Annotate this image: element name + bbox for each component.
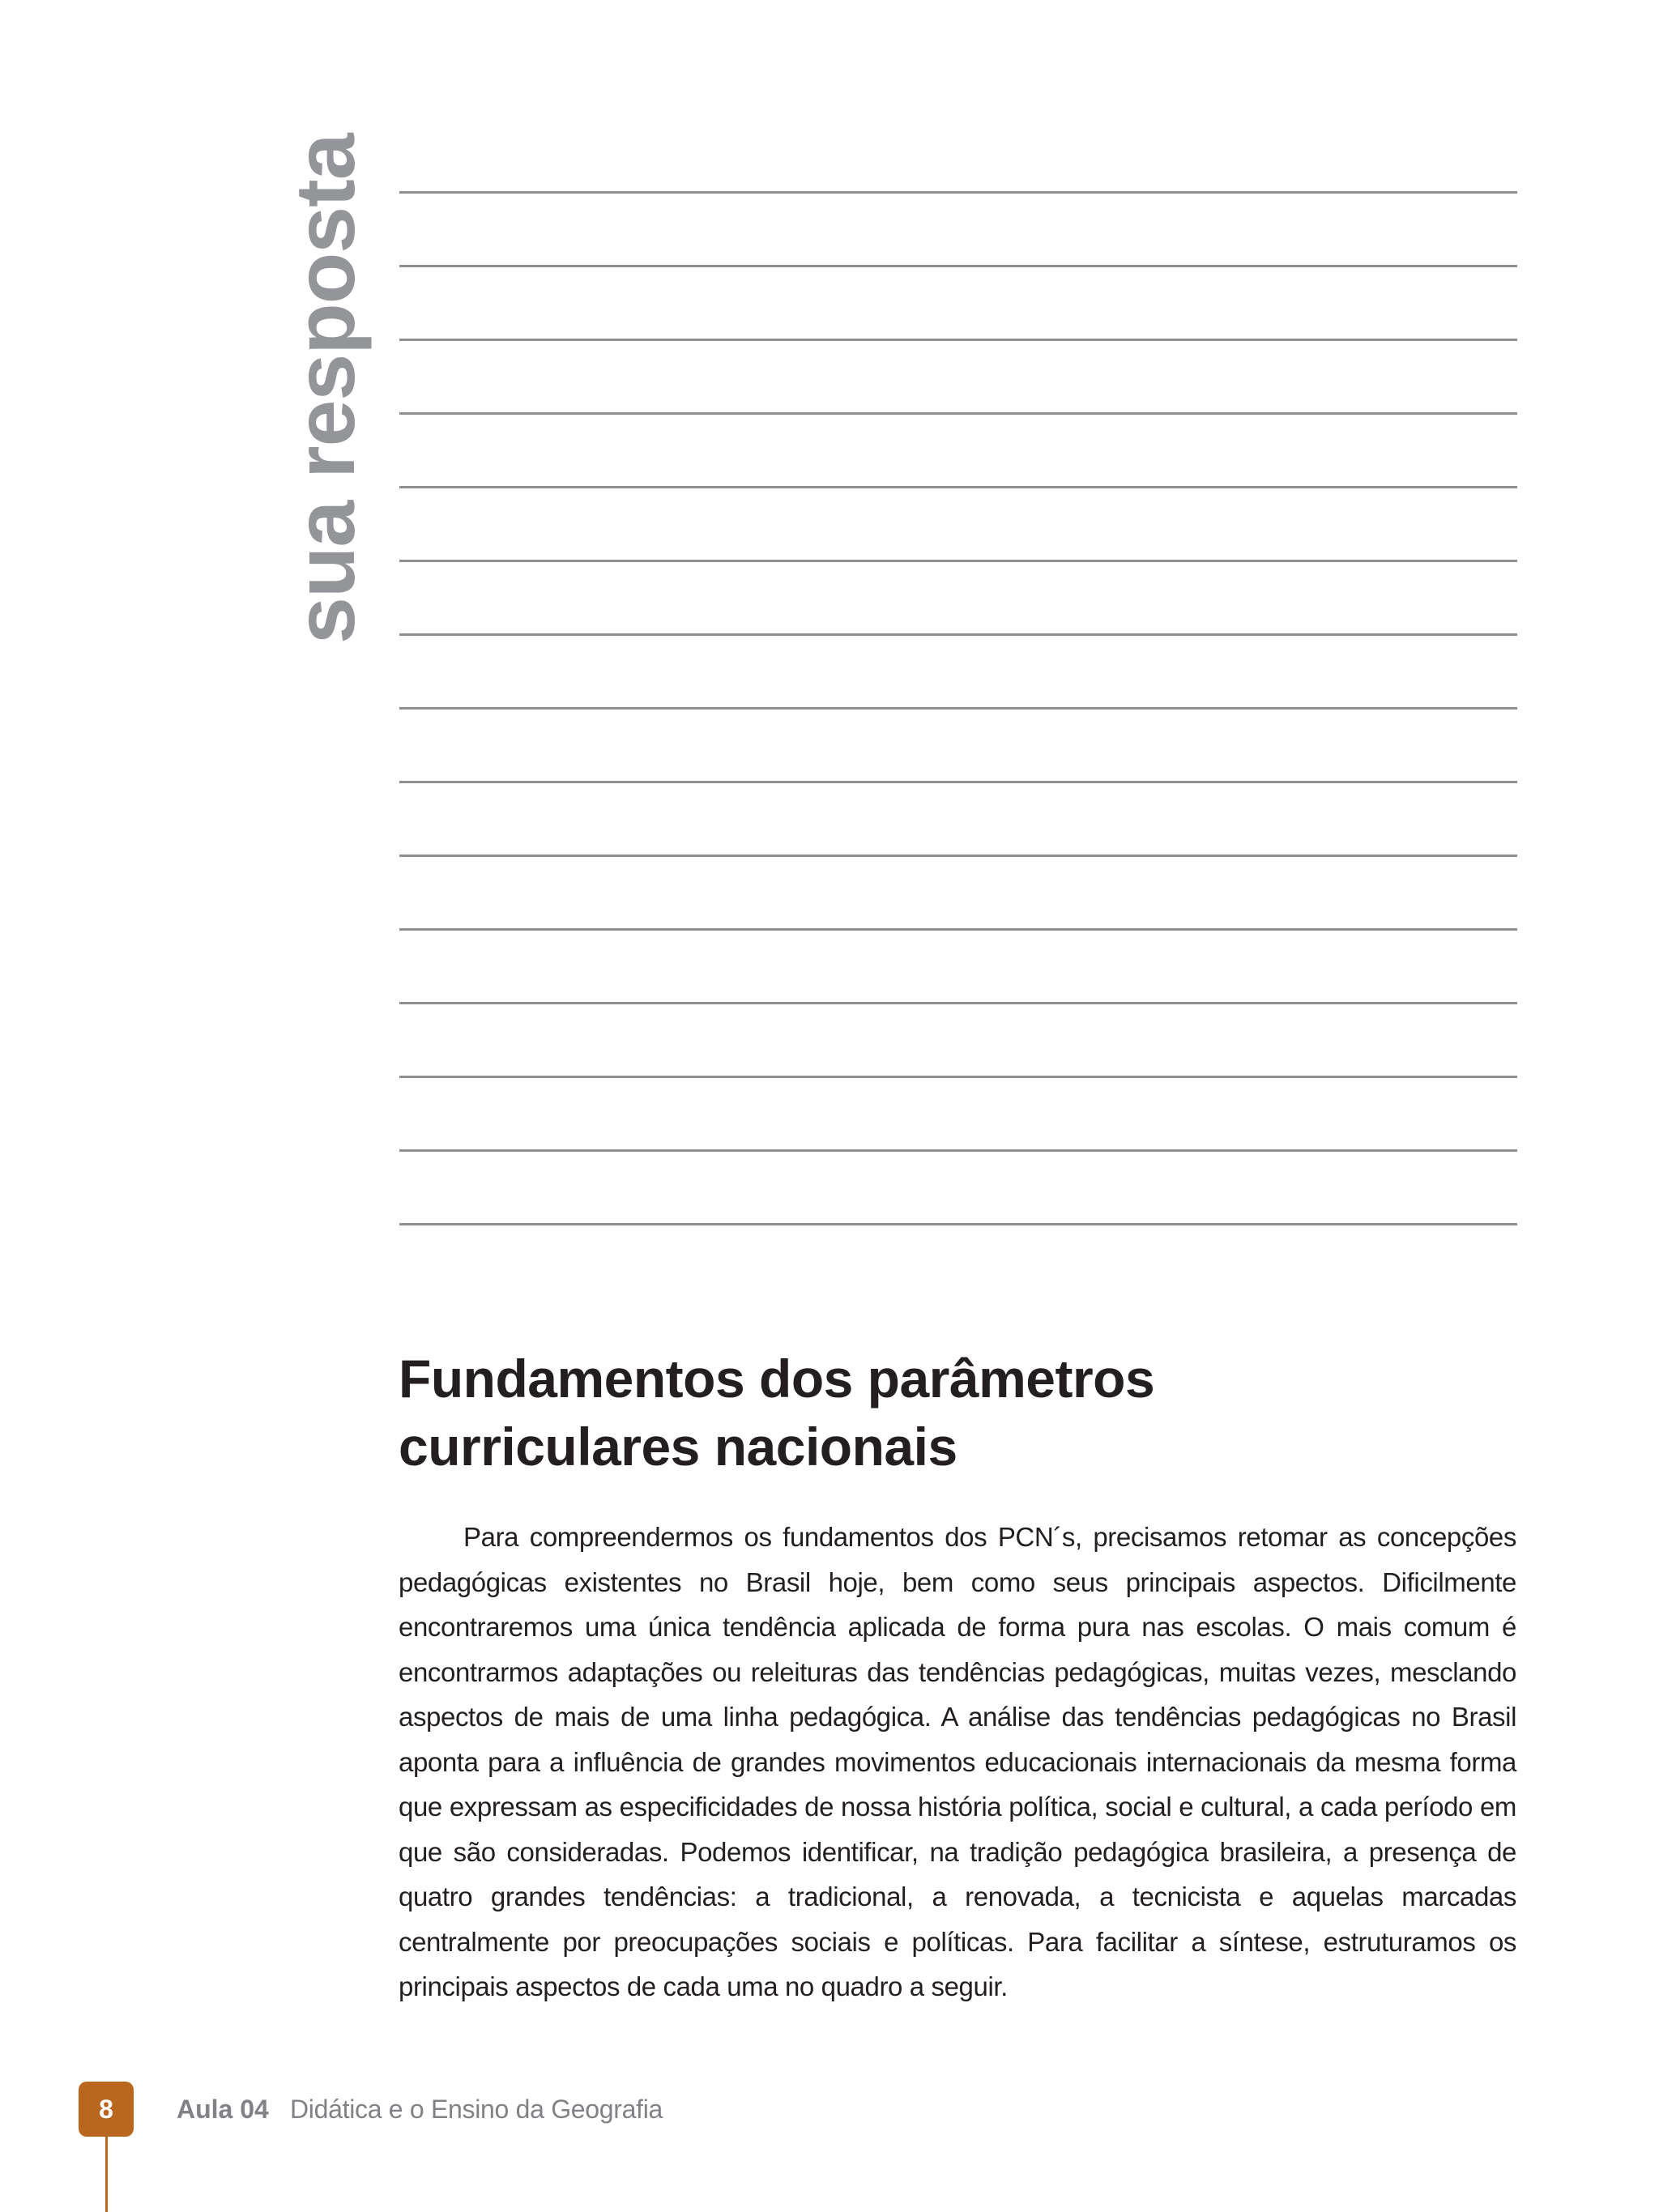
section-title — [399, 1345, 1533, 1481]
answer-line — [399, 1223, 1517, 1225]
answer-line — [399, 633, 1517, 636]
answer-line — [399, 560, 1517, 562]
answer-line — [399, 1076, 1517, 1078]
footer-course-title: Didática e o Ensino da Geografia — [290, 2095, 663, 2124]
footer — [0, 2073, 1659, 2212]
side-label-text: sua resposta — [279, 134, 373, 644]
section-title-line1: Fundamentos dos parâmetros — [399, 1349, 1155, 1409]
answer-line — [399, 265, 1517, 267]
answer-line — [399, 928, 1517, 931]
footer-aula: Aula 04 — [177, 2095, 269, 2124]
answer-line — [399, 781, 1517, 783]
answer-line — [399, 855, 1517, 857]
answer-line — [399, 412, 1517, 415]
answer-line — [399, 707, 1517, 710]
page-badge-stem — [105, 2137, 108, 2212]
answer-line — [399, 1002, 1517, 1004]
answer-line — [399, 191, 1517, 194]
answer-lines — [399, 191, 1517, 1236]
answer-line — [399, 339, 1517, 341]
body-paragraph: Para compreendermos os fundamentos dos PCN´s, precisamos retomar as concepções pedagógicas existentes no Brasil hoje, bem como seus principais aspectos. Dificilmente encontraremos uma única tendência aplicada de forma pura nas escolas. O mais comum é encontrarmos adaptações ou releituras das tendências pedagógicas, muitas vezes, mesclando aspectos de mais de uma linha pedagógica. A análise das tendências pedagógicas no Brasil aponta para a influência de grandes movimentos educacionais internacionais da mesma forma que expressam as especificidades de nossa história política, social e cultural, a cada período em que são consideradas. Podemos identificar, na tradição pedagógica brasileira, a presença de quatro grandes tendências: a tradicional, a renovada, a tecnicista e aquelas marcadas centralmente por preocupações sociais e políticas. Para facilitar a síntese, estruturamos os principais aspectos de cada uma no quadro a seguir. — [399, 1522, 1516, 2001]
page-number-badge: 8 — [79, 2082, 134, 2137]
answer-line — [399, 1149, 1517, 1152]
section-title-line2: curriculares nacionais — [399, 1417, 957, 1477]
answer-line — [399, 486, 1517, 488]
